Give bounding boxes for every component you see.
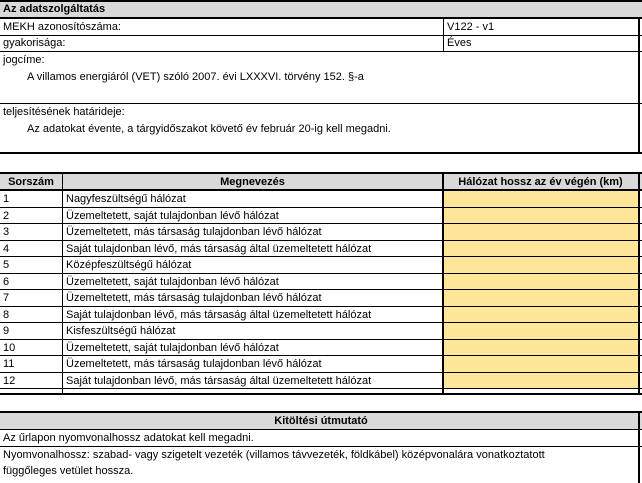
table-row: [0, 373, 642, 390]
deadline-label: teljesítésének határideje:: [3, 106, 125, 118]
row-name: Üzemeltetett, saját tulajdonban lévő hálózat: [66, 209, 279, 222]
network-length-input[interactable]: [444, 373, 638, 389]
deadline-text: Az adatokat évente, a tárgyidőszakot követő év február 20-ig kell megadni.: [27, 123, 391, 135]
row-number: 3: [3, 226, 10, 238]
row-number: 10: [3, 341, 16, 354]
table-row: [0, 241, 642, 258]
guide-line-2b: függőleges vetület hossza.: [3, 465, 134, 477]
table-row: [0, 307, 642, 324]
col-header-no: Sorszám: [8, 176, 54, 188]
row-number: 1: [3, 193, 10, 205]
table-row: [0, 208, 642, 225]
row-number: 11: [3, 358, 15, 370]
row-name: Üzemeltetett, más társaság tulajdonban lévő hálózat: [66, 226, 322, 238]
section-title: Az adatszolgáltatás: [3, 3, 106, 15]
row-name: Üzemeltetett, saját tulajdonban lévő hálózat: [66, 341, 279, 354]
network-length-input[interactable]: [444, 356, 638, 372]
row-name: Üzemeltetett, más társaság tulajdonban lévő hálózat: [66, 358, 322, 370]
table-row: [0, 224, 642, 241]
row-name: Kisfeszültségű hálózat: [66, 325, 176, 337]
row-number: 4: [3, 242, 10, 255]
row-name: Nagyfeszültségű hálózat: [66, 193, 186, 205]
col-header-value: Hálózat hossz az év végén (km): [458, 176, 623, 188]
network-length-input[interactable]: [444, 274, 638, 290]
network-length-input[interactable]: [444, 257, 638, 273]
table-row: [0, 274, 642, 291]
network-length-input[interactable]: [444, 323, 638, 339]
network-length-input[interactable]: [444, 307, 638, 323]
row-number: 5: [3, 259, 10, 271]
row-name: Saját tulajdonban lévő, más társaság által üzemeltetett hálózat: [66, 308, 372, 321]
row-number: 8: [3, 308, 10, 321]
table-row: [0, 323, 642, 340]
table-row: [0, 290, 642, 307]
freq-label: gyakorisága:: [3, 37, 66, 49]
table-row: [0, 356, 642, 373]
guide-line-1: Az űrlapon nyomvonalhossz adatokat kell megadni.: [3, 432, 254, 444]
row-name: Saját tulajdonban lévő, más társaság által üzemeltetett hálózat: [66, 242, 372, 255]
row-name: Üzemeltetett, saját tulajdonban lévő hálózat: [66, 275, 279, 288]
row-number: 7: [3, 292, 10, 304]
row-name: Saját tulajdonban lévő, más társaság által üzemeltetett hálózat: [66, 374, 372, 387]
id-value: V122 - v1: [447, 21, 495, 33]
row-number: 6: [3, 275, 10, 288]
row-number: 9: [3, 325, 10, 337]
table-row: [0, 257, 642, 274]
network-length-input[interactable]: [444, 241, 638, 257]
network-length-input[interactable]: [444, 340, 638, 356]
network-length-input[interactable]: [444, 208, 638, 224]
legal-text: A villamos energiáról (VET) szóló 2007. évi LXXXVI. törvény 152. §-a: [27, 71, 364, 83]
col-header-name: Megnevezés: [220, 176, 285, 188]
network-length-input[interactable]: [444, 191, 638, 207]
row-number: 2: [3, 209, 10, 222]
freq-value: Éves: [447, 37, 472, 49]
guide-title: Kitöltési útmutató: [274, 415, 368, 427]
legal-label: jogcíme:: [3, 54, 45, 66]
network-length-input[interactable]: [444, 290, 638, 306]
guide-line-2a: Nyomvonalhossz: szabad- vagy szigetelt vezeték (villamos távvezeték, földkábel) középvonalára vonatkoztatott: [3, 449, 545, 461]
id-label: MEKH azonosítószáma:: [3, 21, 121, 33]
row-number: 12: [3, 374, 16, 387]
row-name: Üzemeltetett, más társaság tulajdonban lévő hálózat: [66, 292, 322, 304]
network-length-input[interactable]: [444, 224, 638, 240]
row-name: Középfeszültségű hálózat: [66, 259, 192, 271]
table-row: [0, 340, 642, 357]
table-row: [0, 191, 642, 208]
